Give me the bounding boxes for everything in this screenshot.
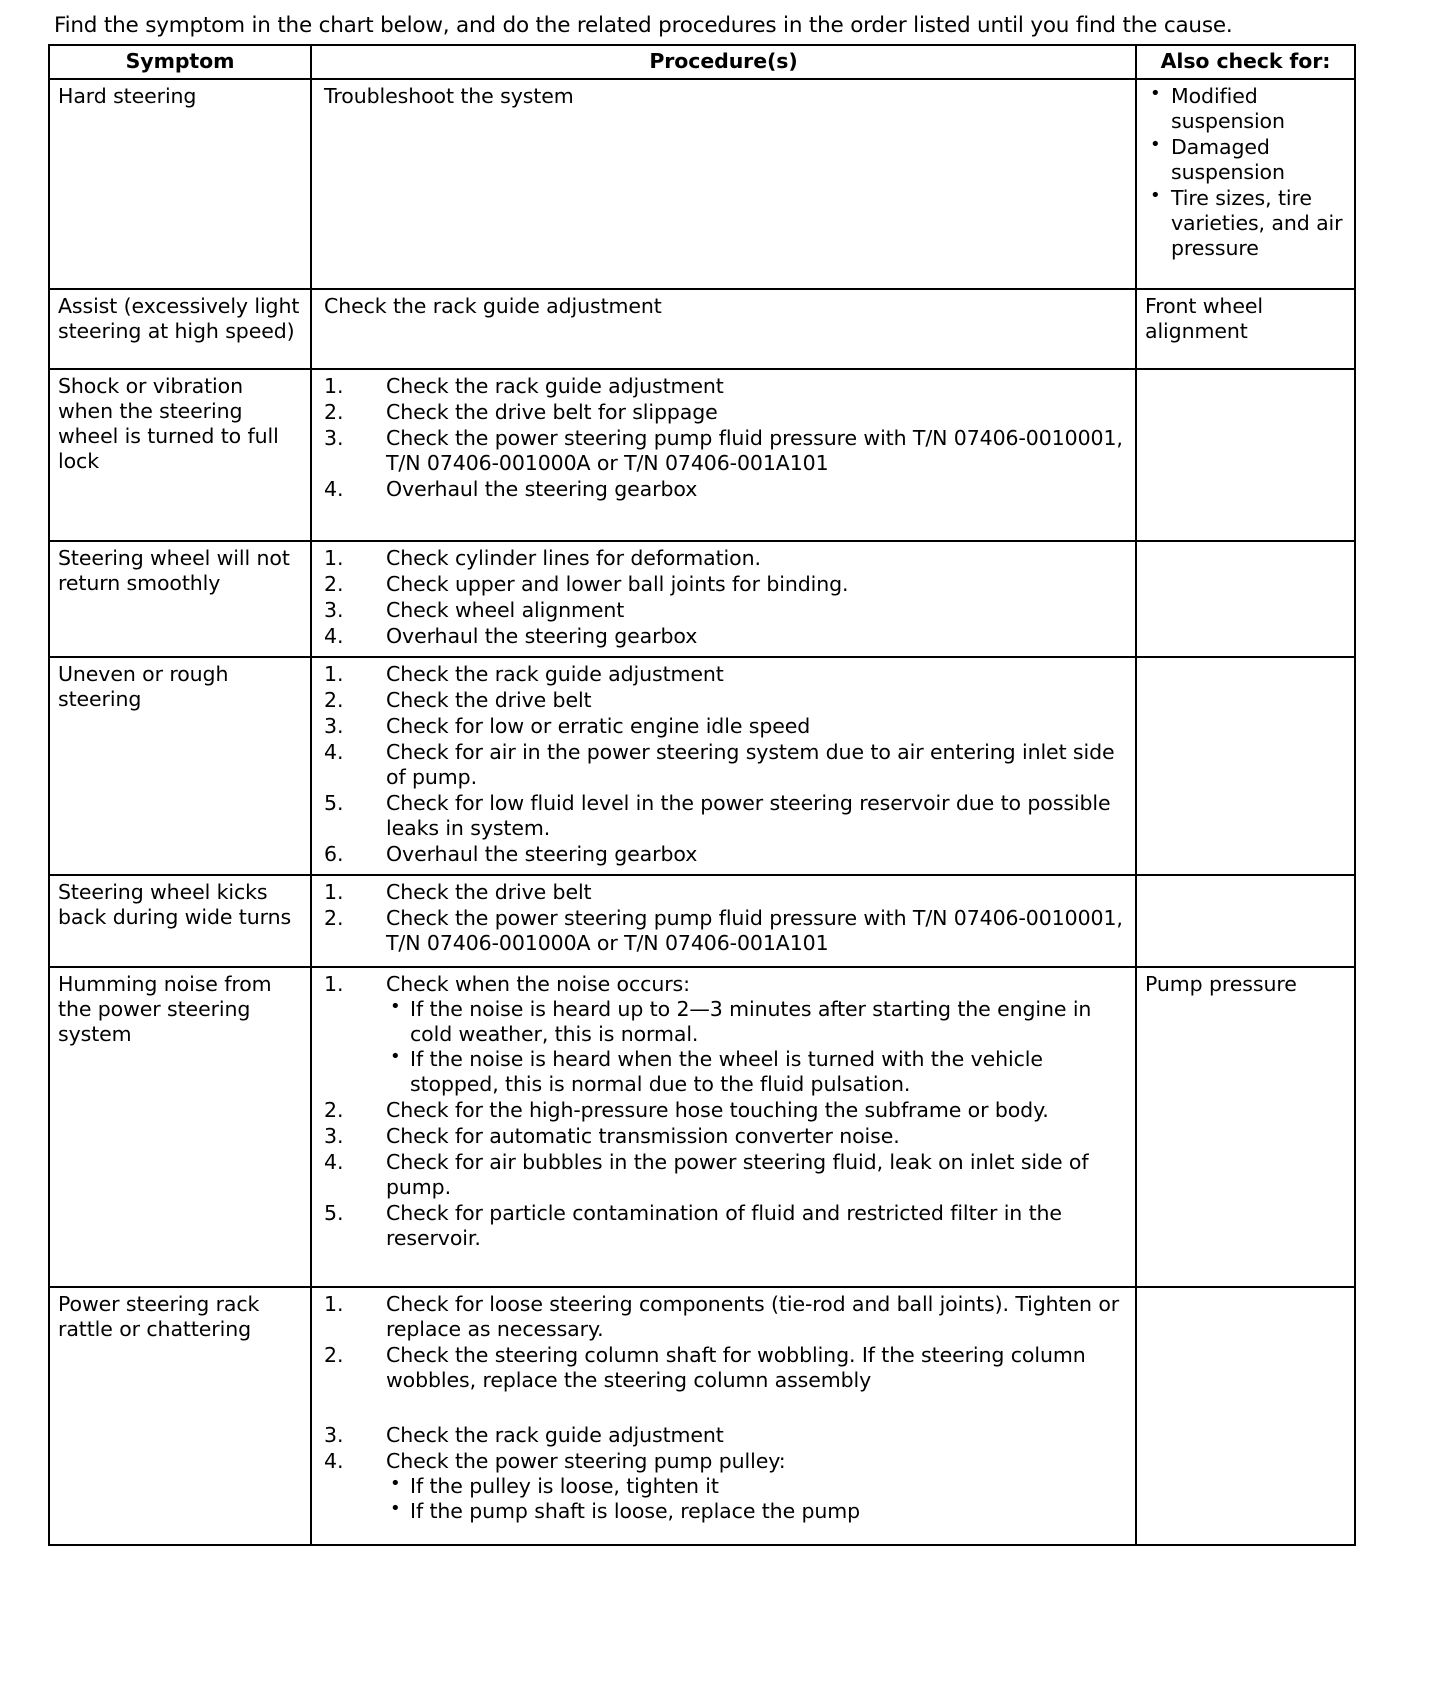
step-number: 3. <box>324 714 344 739</box>
step-sub-item: • If the pump shaft is loose, replace the pump <box>386 1499 1129 1524</box>
step-number: 1. <box>324 662 344 687</box>
step-text: Check for low fluid level in the power steering reservoir due to possible leaks in system. <box>386 791 1111 841</box>
step-sub-item: • If the pulley is loose, tighten it <box>386 1474 1129 1499</box>
also-check-cell <box>1136 1287 1355 1545</box>
procedure-step <box>320 1201 1129 1251</box>
also-check-cell <box>1136 289 1355 369</box>
step-number: 1. <box>324 546 344 571</box>
symptom-cell <box>49 1287 311 1545</box>
step-text: Check the power steering pump pulley: <box>386 1449 786 1474</box>
procedure-step <box>320 714 1129 739</box>
symptom-cell <box>49 79 311 289</box>
procedure-text: Check the rack guide adjustment <box>324 294 662 319</box>
procedure-step <box>320 688 1129 713</box>
step-text: Check for air in the power steering system due to air entering inlet side of pump. <box>386 740 1115 790</box>
step-text: Check the rack guide adjustment <box>386 662 724 687</box>
step-text: Check the rack guide adjustment <box>386 374 724 399</box>
step-number: 4. <box>324 477 344 502</box>
step-text: Overhaul the steering gearbox <box>386 624 698 649</box>
symptom-cell <box>49 541 311 657</box>
procedure-step <box>320 842 1129 867</box>
procedure-step <box>320 426 1129 476</box>
symptom-cell <box>49 369 311 541</box>
step-number: 5. <box>324 791 344 816</box>
procedure-step-list <box>320 972 1129 1251</box>
step-text: Overhaul the steering gearbox <box>386 842 698 867</box>
header-symptom: Symptom <box>49 45 311 79</box>
also-check-cell <box>1136 967 1355 1287</box>
procedure-cell <box>311 967 1136 1287</box>
step-number: 6. <box>324 842 344 867</box>
procedure-cell <box>311 657 1136 875</box>
procedure-step <box>320 791 1129 841</box>
procedure-step <box>320 880 1129 905</box>
also-check-item: • Tire sizes, tire varieties, and air pressure <box>1145 186 1348 261</box>
step-sub-list <box>386 1474 1129 1524</box>
symptom-text: Shock or vibration when the steering wheel is turned to full lock <box>58 374 279 474</box>
symptom-text: Uneven or rough steering <box>58 662 229 712</box>
step-sub-list <box>386 997 1129 1097</box>
also-check-list <box>1145 84 1348 261</box>
step-text: Check for the high-pressure hose touching the subframe or body. <box>386 1098 1049 1123</box>
step-number: 1. <box>324 374 344 399</box>
step-number: 1. <box>324 1292 344 1317</box>
procedure-step <box>320 598 1129 623</box>
step-text: Check upper and lower ball joints for binding. <box>386 572 849 597</box>
symptom-cell <box>49 289 311 369</box>
symptom-cell <box>49 875 311 967</box>
symptom-cell <box>49 967 311 1287</box>
step-number: 1. <box>324 972 344 997</box>
step-number: 3. <box>324 1423 344 1448</box>
step-number: 1. <box>324 880 344 905</box>
procedure-step <box>320 374 1129 399</box>
procedure-step <box>320 906 1129 956</box>
procedure-step-list <box>320 662 1129 867</box>
step-text: Check cylinder lines for deformation. <box>386 546 761 571</box>
procedure-step <box>320 1124 1129 1149</box>
procedure-step-list <box>320 1292 1129 1524</box>
procedure-step-list <box>320 374 1129 502</box>
step-text: Check for automatic transmission converter noise. <box>386 1124 900 1149</box>
table-row <box>49 289 1355 369</box>
step-number: 2. <box>324 906 344 931</box>
symptom-text: Assist (excessively light steering at high speed) <box>58 294 300 344</box>
procedure-step-list <box>320 880 1129 956</box>
step-text: Check the drive belt <box>386 688 592 713</box>
intro-text: Find the symptom in the chart below, and do the related procedures in the order listed until you find the cause. <box>54 13 1233 38</box>
step-number: 2. <box>324 400 344 425</box>
procedure-step <box>320 546 1129 571</box>
header-row <box>49 45 1355 79</box>
symptom-text: Steering wheel will not return smoothly <box>58 546 290 596</box>
procedure-step <box>320 572 1129 597</box>
procedure-cell <box>311 541 1136 657</box>
procedure-cell <box>311 79 1136 289</box>
step-text: Check the rack guide adjustment <box>386 1423 724 1448</box>
step-number: 3. <box>324 1124 344 1149</box>
table-body <box>49 79 1355 1545</box>
troubleshooting-table <box>48 44 1356 1546</box>
procedure-step <box>320 740 1129 790</box>
step-text: Check when the noise occurs: <box>386 972 690 997</box>
also-check-cell <box>1136 541 1355 657</box>
step-number: 3. <box>324 598 344 623</box>
step-sub-item: • If the noise is heard up to 2—3 minutes after starting the engine in cold weather, this is normal. <box>386 997 1129 1047</box>
also-check-item: • Damaged suspension <box>1145 135 1348 185</box>
step-text: Check the drive belt <box>386 880 592 905</box>
step-number: 3. <box>324 426 344 451</box>
step-number: 2. <box>324 1098 344 1123</box>
procedure-cell <box>311 875 1136 967</box>
step-text: Check the steering column shaft for wobbling. If the steering column wobbles, replace the steering column assembly <box>386 1343 1086 1393</box>
step-number: 2. <box>324 1343 344 1368</box>
procedure-step <box>320 662 1129 687</box>
step-text: Overhaul the steering gearbox <box>386 477 698 502</box>
symptom-text: Power steering rack rattle or chattering <box>58 1292 260 1342</box>
also-check-cell <box>1136 369 1355 541</box>
also-check-cell <box>1136 79 1355 289</box>
step-number: 4. <box>324 1449 344 1474</box>
also-check-text: Front wheel alignment <box>1145 294 1263 344</box>
header-procedures: Procedure(s) <box>311 45 1136 79</box>
step-text: Check the drive belt for slippage <box>386 400 718 425</box>
also-check-item: • Modified suspension <box>1145 84 1348 134</box>
procedure-cell <box>311 1287 1136 1545</box>
table-row <box>49 1287 1355 1545</box>
step-text: Check the power steering pump fluid pressure with T/N 07406-0010001, T/N 07406-001000A or T/N 07406-001A101 <box>386 426 1123 476</box>
step-sub-item: • If the noise is heard when the wheel is turned with the vehicle stopped, this is normal due to the fluid pulsation. <box>386 1047 1129 1097</box>
table-row <box>49 369 1355 541</box>
procedure-cell <box>311 289 1136 369</box>
step-number: 4. <box>324 1150 344 1175</box>
step-text: Check for particle contamination of fluid and restricted filter in the reservoir. <box>386 1201 1062 1251</box>
step-number: 2. <box>324 688 344 713</box>
step-number: 4. <box>324 740 344 765</box>
step-text: Check wheel alignment <box>386 598 625 623</box>
procedure-step <box>320 1098 1129 1123</box>
also-check-text: Pump pressure <box>1145 972 1297 997</box>
table-row <box>49 967 1355 1287</box>
symptom-text: Humming noise from the power steering system <box>58 972 272 1047</box>
step-number: 5. <box>324 1201 344 1226</box>
procedure-step <box>320 1343 1129 1393</box>
table-row <box>49 657 1355 875</box>
table-row <box>49 541 1355 657</box>
symptom-cell <box>49 657 311 875</box>
symptom-text: Steering wheel kicks back during wide turns <box>58 880 292 930</box>
step-text: Check for low or erratic engine idle speed <box>386 714 811 739</box>
procedure-step <box>320 1292 1129 1342</box>
step-number: 4. <box>324 624 344 649</box>
procedure-text: Troubleshoot the system <box>324 84 574 109</box>
procedure-step <box>320 477 1129 502</box>
table-row <box>49 875 1355 967</box>
procedure-step <box>320 1150 1129 1200</box>
step-text: Check the power steering pump fluid pressure with T/N 07406-0010001, T/N 07406-001000A or T/N 07406-001A101 <box>386 906 1123 956</box>
also-check-cell <box>1136 875 1355 967</box>
procedure-cell <box>311 369 1136 541</box>
table-row <box>49 79 1355 289</box>
also-check-cell <box>1136 657 1355 875</box>
step-text: Check for loose steering components (tie-rod and ball joints). Tighten or replace as necessary. <box>386 1292 1120 1342</box>
procedure-step-list <box>320 546 1129 649</box>
procedure-step <box>320 400 1129 425</box>
symptom-text: Hard steering <box>58 84 197 109</box>
procedure-step <box>320 624 1129 649</box>
header-also-check: Also check for: <box>1136 45 1355 79</box>
table-header <box>49 45 1355 79</box>
procedure-step <box>320 1449 1129 1524</box>
procedure-step <box>320 1423 1129 1448</box>
step-number: 2. <box>324 572 344 597</box>
step-text: Check for air bubbles in the power steering fluid, leak on inlet side of pump. <box>386 1150 1089 1200</box>
procedure-step <box>320 972 1129 1097</box>
